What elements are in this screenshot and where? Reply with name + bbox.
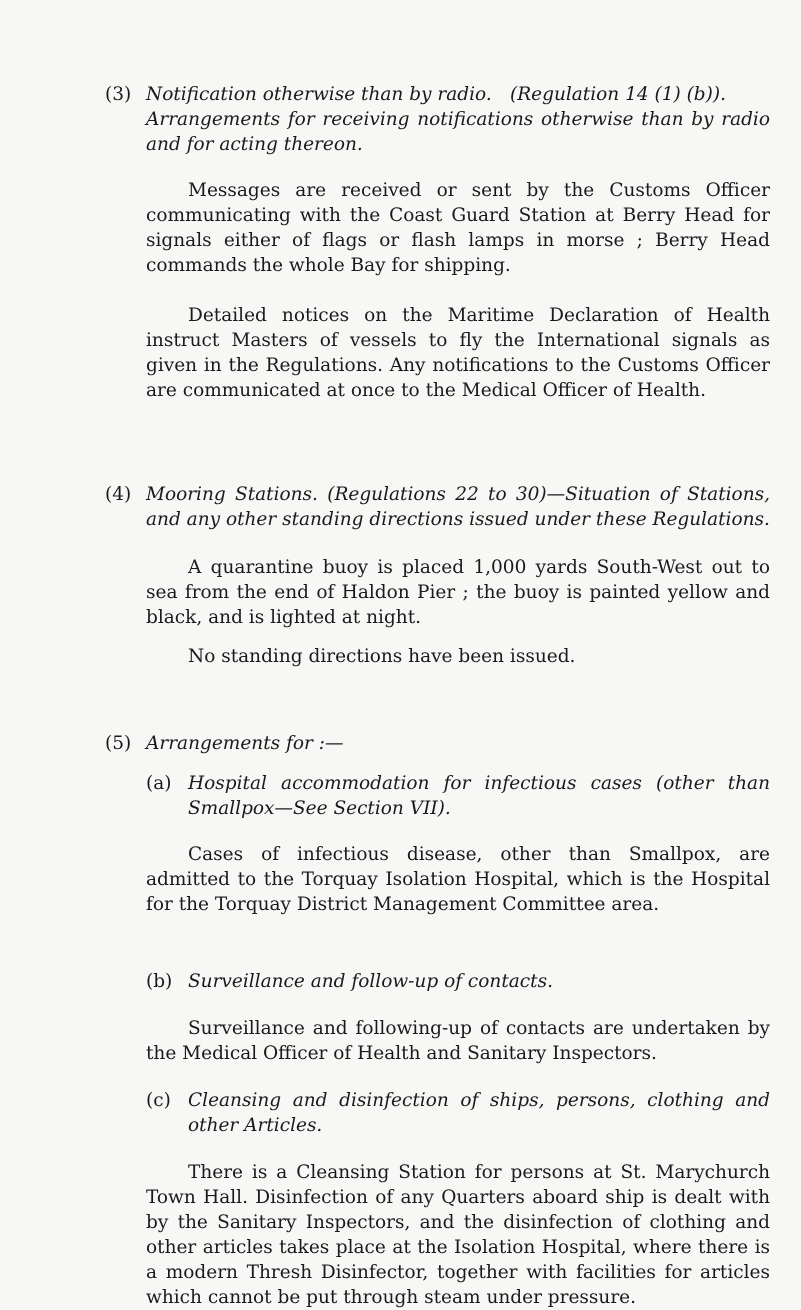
section-3-heading-a: Notification otherwise than by radio. — [146, 84, 492, 105]
subsection-b-paragraph: Surveillance and following-up of contacts are undertaken by the Medical Officer of Health and Sanitary Inspectors. — [146, 1018, 770, 1064]
section-5-heading: Arrangements for :— — [146, 733, 344, 754]
subsection-b-heading: Surveillance and follow-up of contacts. — [188, 971, 553, 992]
subsection-a-label: (a) — [146, 773, 172, 794]
subsection-a-heading: Hospital accommodation for infectious cases (other than Smallpox—See Section VII). — [188, 773, 770, 819]
section-3-paragraph-2: Detailed notices on the Maritime Declaration of Health instruct Masters of vessels to fly the International signals as given in the Regulations. Any notifications to the Customs Officer are communicated at once to the Medical Officer of Health. — [146, 305, 770, 401]
section-3-number: (3) — [105, 84, 132, 105]
section-4-number: (4) — [105, 484, 132, 505]
section-4-paragraph-2: No standing directions have been issued. — [188, 646, 576, 667]
section-5-number: (5) — [105, 733, 132, 754]
subsection-c-paragraph: There is a Cleansing Station for persons at St. Marychurch Town Hall. Disinfection of any Quarters aboard ship is dealt with by the Sanitary Inspectors, and the disinfection of clothing and other articles takes place at the Isolation Hospital, where there is a modern Thresh Disinfector, together with facilities for articles which cannot be put through steam under pressure. — [146, 1162, 770, 1308]
section-4-heading: Mooring Stations. (Regulations 22 to 30)—Situation of Stations, and any other standing directions issued under these Regulations. — [146, 484, 770, 530]
section-3-heading-c: Arrangements for receiving notifications otherwise than by radio and for acting thereon. — [146, 109, 770, 155]
section-4-paragraph-1: A quarantine buoy is placed 1,000 yards South-West out to sea from the end of Haldon Pier ; the buoy is painted yellow and black, and is lighted at night. — [146, 557, 770, 628]
section-3-heading-b: (Regulation 14 (1) (b)). — [510, 84, 726, 105]
subsection-a-paragraph: Cases of infectious disease, other than Smallpox, are admitted to the Torquay Isolation Hospital, which is the Hospital for the Torquay District Management Committee area. — [146, 844, 770, 915]
subsection-c-heading: Cleansing and disinfection of ships, persons, clothing and other Articles. — [188, 1090, 770, 1136]
subsection-c-label: (c) — [146, 1090, 171, 1111]
subsection-b-label: (b) — [146, 971, 173, 992]
section-3-paragraph-1: Messages are received or sent by the Customs Officer communicating with the Coast Guard Station at Berry Head for signals either of flags or flash lamps in morse ; Berry Head commands the whole Bay for shipping. — [146, 180, 770, 276]
